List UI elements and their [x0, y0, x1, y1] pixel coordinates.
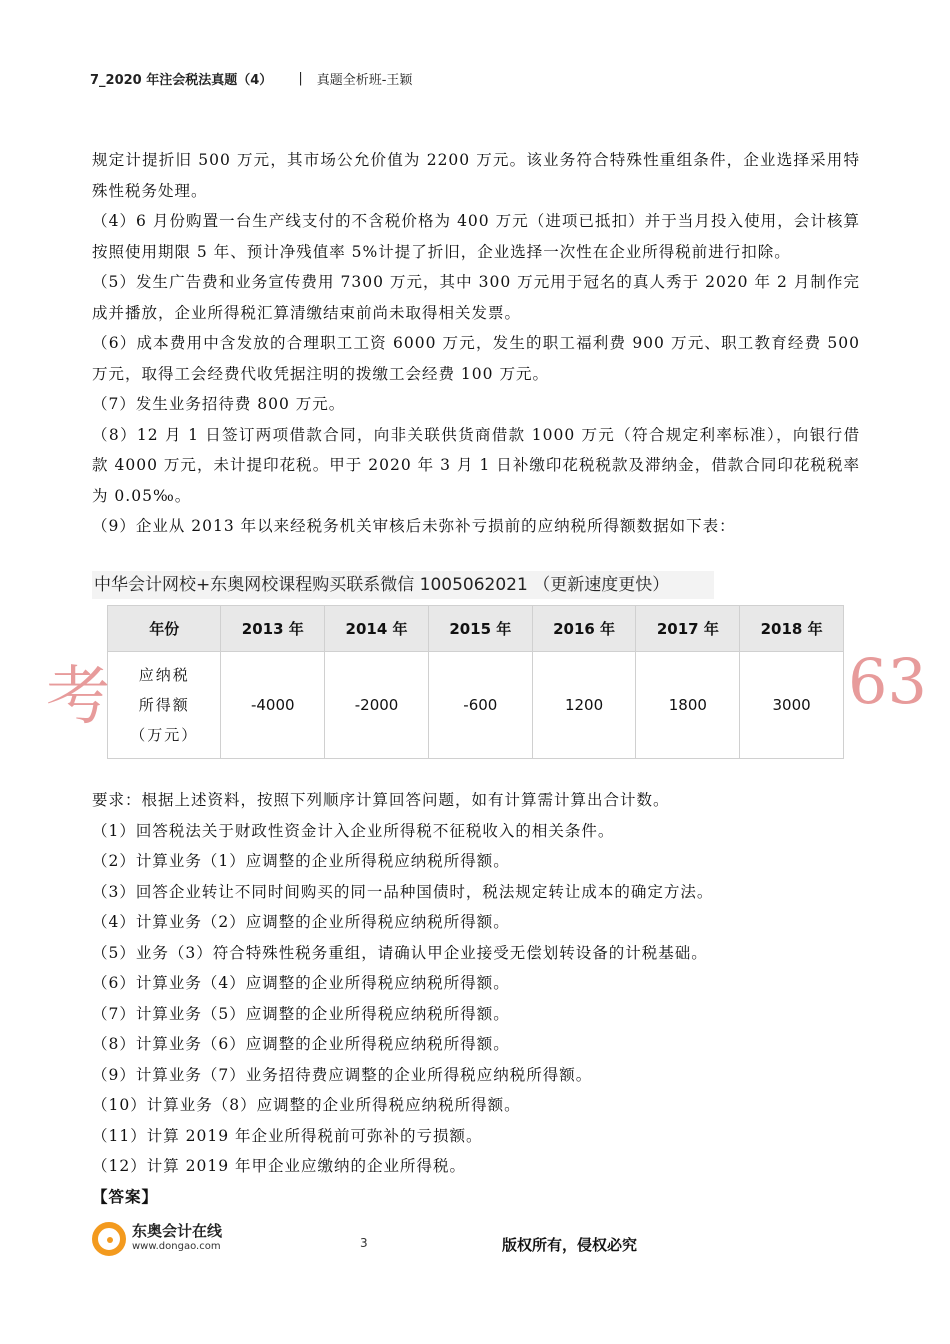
row-label-line: 应纳税: [138, 666, 190, 684]
table-cell: -4000: [221, 652, 325, 759]
paragraph: （5）发生广告费和业务宣传费用 7300 万元，其中 300 万元用于冠名的真人秀于 2020 年 2 月制作完成并播放，企业所得税汇算清缴结束前尚未取得相关发票。: [92, 273, 860, 322]
table-header-cell: 2015 年: [428, 606, 532, 652]
requirement-item: （9）计算业务（7）业务招待费应调整的企业所得税应纳税所得额。: [92, 1065, 593, 1084]
header-course: 真题全析班-王颖: [316, 72, 413, 88]
paragraph: 规定计提折旧 500 万元，其市场公允价值为 2200 万元。该业务符合特殊性重组条件，企业选择采用特殊性税务处理。: [92, 151, 860, 200]
logo-name: 东奥会计在线: [132, 1222, 223, 1240]
side-watermark-right: 63: [848, 645, 927, 718]
table-cell: -600: [428, 652, 532, 759]
requirement-item: （4）计算业务（2）应调整的企业所得税应纳税所得额。: [92, 913, 510, 931]
paragraph: （7）发生业务招待费 800 万元。: [92, 395, 346, 413]
requirement-item: （7）计算业务（5）应调整的企业所得税应纳税所得额。: [92, 1004, 510, 1023]
table-header-cell: 2016 年: [532, 606, 636, 652]
answer-heading: 【答案】: [92, 1186, 159, 1206]
requirement-item: （11）计算 2019 年企业所得税前可弥补的亏损额。: [92, 1126, 483, 1145]
page-number: 3: [360, 1236, 368, 1250]
header-separator: |: [298, 70, 303, 86]
requirement-item: （12）计算 2019 年甲企业应缴纳的企业所得税。: [92, 1157, 467, 1175]
requirement-item: （5）业务（3）符合特殊性税务重组，请确认甲企业接受无偿划转设备的计税基础。: [92, 943, 708, 962]
table-header-cell: 2014 年: [325, 606, 429, 652]
table-row: [108, 652, 844, 759]
page-header: [90, 68, 412, 88]
table-cell: 1200: [532, 652, 636, 759]
paragraph: （8）12 月 1 日签订两项借款合同，向非关联供货商借款 1000 万元（符合规定利率标准），向银行借款 4000 万元，未计提印花税。甲于 2020 年 3 月 1 日补缴印花税税款及滞纳金，借款合同印花税税率为 0.05‰。: [92, 425, 860, 505]
table-header-row: [108, 606, 844, 652]
requirement-item: （10）计算业务（8）应调整的企业所得税应纳税所得额。: [92, 1096, 521, 1114]
dongao-logo-icon: [92, 1222, 126, 1256]
table-header-cell: 2018 年: [740, 606, 844, 652]
row-label-line: （万元）: [130, 726, 199, 744]
requirement-item: 要求：根据上述资料，按照下列顺序计算回答问题，如有计算需计算出合计数。: [92, 791, 670, 809]
table-row-label: [108, 652, 221, 759]
table-header-cell: 2013 年: [221, 606, 325, 652]
question-material: [92, 145, 860, 542]
row-label-line: 所得额: [138, 696, 190, 714]
requirement-item: （6）计算业务（4）应调整的企业所得税应纳税所得额。: [92, 974, 510, 992]
table-header-cell: 2017 年: [636, 606, 740, 652]
requirement-item: （2）计算业务（1）应调整的企业所得税应纳税所得额。: [92, 852, 510, 870]
loss-table: [107, 605, 844, 759]
paragraph: （9）企业从 2013 年以来经税务机关审核后未弥补亏损前的应纳税所得额数据如下表：: [92, 517, 736, 535]
paragraph: （6）成本费用中含发放的合理职工工资 6000 万元，发生的职工福利费 900 万元、职工教育经费 500 万元，取得工会经费代收凭据注明的拨缴工会经费 100 万元。: [92, 334, 860, 383]
table-cell: 3000: [740, 652, 844, 759]
footer-logo: [92, 1222, 222, 1256]
logo-url: www.dongao.com: [132, 1241, 221, 1252]
side-watermark-left: 考: [46, 660, 110, 734]
table-cell: 1800: [636, 652, 740, 759]
watermark-banner: 中华会计网校+东奥网校课程购买联系微信 1005062021 （更新速度更快）: [92, 571, 714, 599]
table-cell: -2000: [325, 652, 429, 759]
copyright-notice: 版权所有，侵权必究: [502, 1236, 638, 1254]
requirements-list: [92, 785, 860, 1212]
requirement-item: （8）计算业务（6）应调整的企业所得税应纳税所得额。: [92, 1035, 510, 1053]
requirement-item: （3）回答企业转让不同时间购买的同一品种国债时，税法规定转让成本的确定方法。: [92, 882, 714, 901]
table-header-cell: 年份: [108, 606, 221, 652]
paragraph: （4）6 月份购置一台生产线支付的不含税价格为 400 万元（进项已抵扣）并于当月投入使用，会计核算按照使用期限 5 年、预计净残值率 5%计提了折旧，企业选择一次性在企业所得税前进行扣除。: [92, 212, 860, 261]
header-title: 7_2020 年注会税法真题（4）: [90, 72, 273, 88]
requirement-item: （1）回答税法关于财政性资金计入企业所得税不征税收入的相关条件。: [92, 821, 615, 840]
